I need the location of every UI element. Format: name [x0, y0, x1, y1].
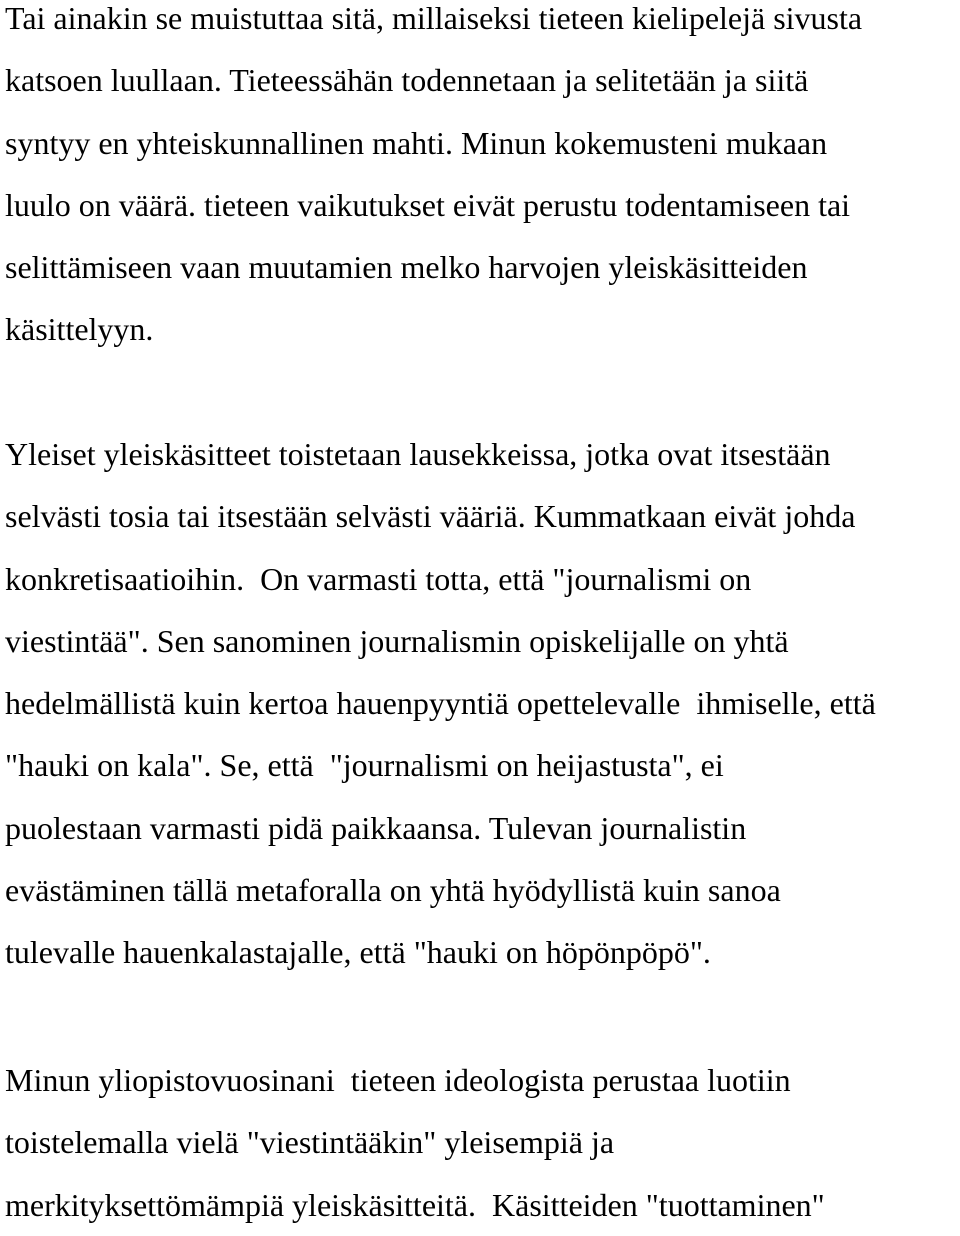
- text-line: Yleiset yleiskäsitteet toistetaan lausekkeissa, jotka ovat itsestään: [5, 436, 831, 472]
- text-line: hedelmällistä kuin kertoa hauenpyyntiä opettelevalle ihmiselle, että: [5, 685, 876, 722]
- text-line: evästäminen tällä metaforalla on yhtä hyödyllistä kuin sanoa: [5, 872, 781, 909]
- text-line: katsoen luullaan. Tieteessähän todennetaan ja selitetään ja siitä: [5, 62, 809, 99]
- text-line: luulo on väärä. tieteen vaikutukset eivät perustu todentamiseen tai: [5, 186, 851, 223]
- paragraph-3: [5, 1049, 825, 1236]
- text-line: Minun yliopistovuosinani tieteen ideologista perustaa luotiin: [5, 1062, 791, 1098]
- text-line: merkityksettömämpiä yleiskäsitteitä. Käsitteiden "tuottaminen": [5, 1186, 825, 1223]
- paragraph-1: [5, 0, 862, 361]
- text-line: puolestaan varmasti pidä paikkaansa. Tulevan journalistin: [5, 809, 747, 846]
- paragraph-2: [5, 423, 876, 984]
- text-line: konkretisaatioihin. On varmasti totta, että "journalismi on: [5, 560, 752, 597]
- text-line: toistelemalla vielä "viestintääkin" yleisempiä ja: [5, 1124, 615, 1161]
- text-line: syntyy en yhteiskunnallinen mahti. Minun kokemusteni mukaan: [5, 124, 828, 161]
- text-line: Tai ainakin se muistuttaa sitä, millaiseksi tieteen kielipelejä sivusta: [5, 0, 863, 36]
- text-line: "hauki on kala". Se, että "journalismi on heijastusta", ei: [5, 747, 724, 784]
- text-line: viestintää". Sen sanominen journalismin opiskelijalle on yhtä: [5, 622, 789, 659]
- text-line: selvästi tosia tai itsestään selvästi vääriä. Kummatkaan eivät johda: [5, 498, 856, 535]
- text-line: tulevalle hauenkalastajalle, että "hauki on höpönpöpö".: [5, 934, 711, 971]
- text-line: selittämiseen vaan muutamien melko harvojen yleiskäsitteiden: [5, 249, 808, 286]
- text-line: käsittelyyn.: [5, 311, 154, 348]
